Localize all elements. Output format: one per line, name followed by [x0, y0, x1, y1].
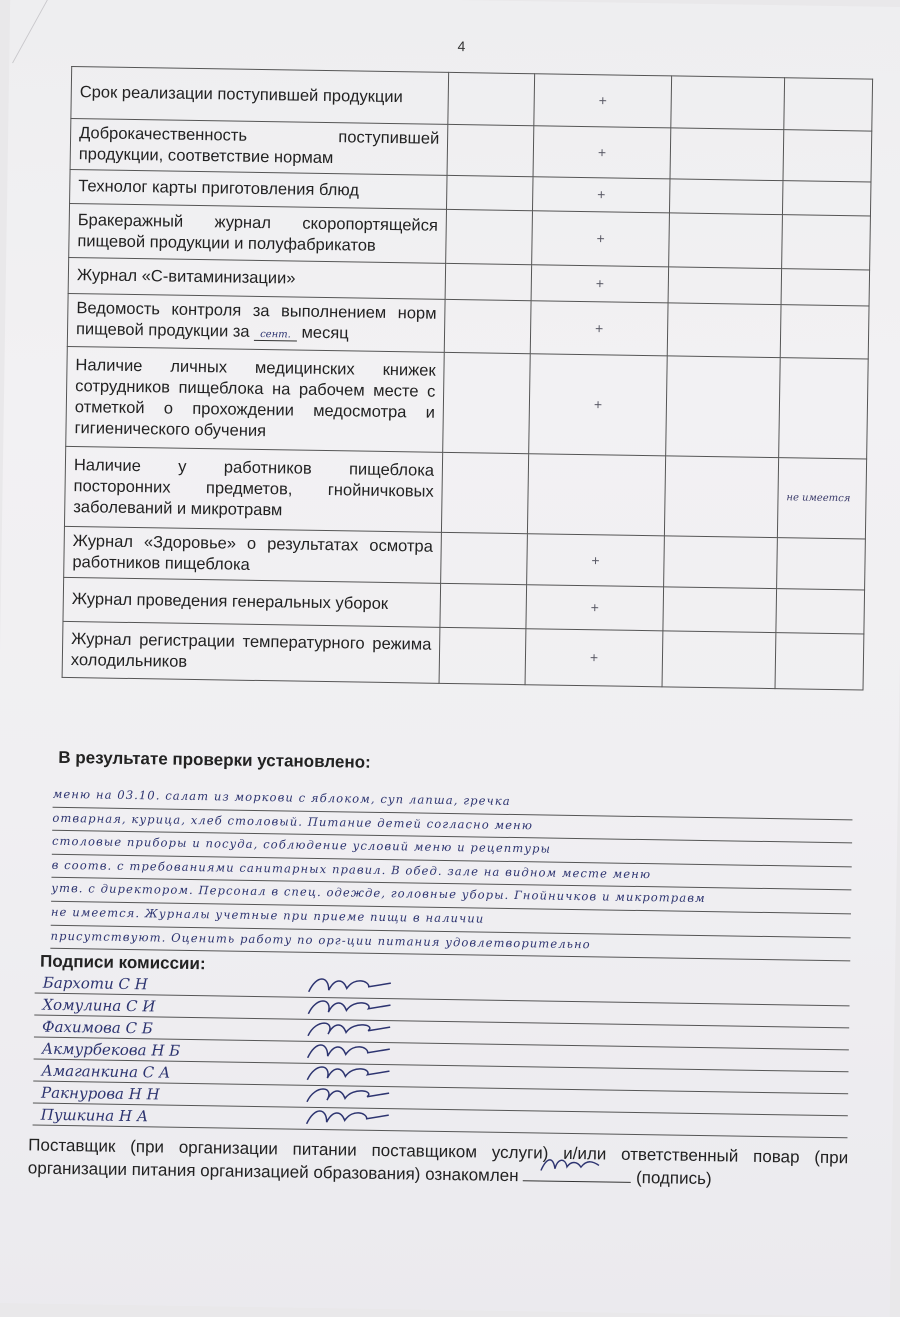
checklist-item-label: Наличие у работников пищеблока посторонних предметов, гнойничковых заболеваний и микротравм [64, 446, 442, 532]
check-mark: + [531, 301, 668, 356]
handwritten-line: утв. с директором. Персонал в спец. одежде, головные уборы. Гнойничков и микротравм [51, 878, 851, 914]
empty-cell [668, 213, 782, 269]
handwritten-note [784, 78, 873, 131]
empty-cell [448, 72, 535, 125]
page-fold [0, 0, 51, 63]
empty-cell [668, 267, 782, 305]
handwritten-note [776, 538, 865, 590]
empty-cell [439, 627, 526, 684]
member-name: Пушкина Н А [40, 1105, 149, 1126]
checklist-item-label: Бракеражный журнал скоропортящейся пищевой продукции и полуфабрикатов [69, 203, 447, 263]
supplier-acknowledgement [28, 1133, 849, 1192]
handwritten-note [779, 358, 869, 459]
signatures-title: Подписи комиссии: [39, 951, 206, 974]
checklist-row [66, 346, 868, 459]
footer-sign-label: (подпись) [635, 1167, 712, 1189]
checklist-item-label: Журнал «С-витаминизации» [68, 257, 446, 299]
checklist-item-label: Технолог карты приготовления блюд [70, 169, 448, 209]
empty-cell [444, 299, 531, 353]
empty-cell [667, 303, 781, 358]
member-name: Бархоти С Н [42, 973, 148, 994]
checklist-item-label: Наличие личных медицинских книжек сотрудников пищеблока на рабочем месте с отметкой о прохождении медосмотра и гигиенического обучения [66, 346, 445, 452]
empty-cell [447, 124, 534, 176]
empty-cell [663, 536, 777, 589]
member-name: Акмурбекова Н Б [41, 1039, 181, 1060]
signature-scribble-icon [303, 1104, 393, 1131]
check-mark: + [527, 534, 664, 587]
findings-handwritten [50, 784, 852, 962]
empty-cell [441, 532, 528, 584]
handwritten-note [782, 181, 871, 216]
empty-cell [665, 356, 780, 458]
signature-lines [33, 972, 850, 1139]
empty-cell [442, 452, 529, 533]
check-mark: + [532, 211, 669, 267]
check-mark: + [529, 354, 667, 456]
member-name: Фахимова С Б [41, 1017, 153, 1038]
handwritten-line: в соотв. с требованиями санитарных правил. В обед. зале на видном месте меню [51, 855, 851, 891]
footer-text: Поставщик (при организации питании поставщиком услуги) и/или ответственный повар (при организации питания организацией образования) ознакомлен [27, 1135, 849, 1186]
check-mark: + [534, 74, 671, 128]
handwritten-line: присутствуют. Оценить работу по орг-ции питания удовлетворительно [50, 925, 850, 961]
checklist-table [62, 66, 874, 691]
empty-cell [664, 456, 778, 538]
empty-cell [443, 352, 531, 453]
handwritten-note [781, 269, 870, 306]
empty-cell [670, 128, 784, 181]
handwritten-line: столовые приборы и посуда, соблюдение условий меню и рецептуры [52, 831, 852, 867]
checklist-item-label: Ведомость контроля за выполнением норм пищевой продукции за сент. месяц [67, 293, 445, 352]
findings-title: В результате проверки установлено: [58, 747, 371, 772]
checklist-item-label: Журнал проведения генеральных уборок [63, 577, 441, 627]
check-mark: + [526, 585, 663, 631]
member-name: Ракнурова Н Н [40, 1083, 160, 1104]
handwritten-note: не имеется [777, 458, 866, 539]
empty-cell [447, 175, 534, 210]
checklist-row [62, 621, 864, 690]
check-mark: + [525, 629, 662, 687]
empty-cell [671, 76, 785, 130]
handwritten-line: меню на 03.10. салат из моркови с яблоком, суп лапша, гречка [53, 784, 853, 820]
empty-cell [662, 631, 776, 689]
handwritten-line: отварная, курица, хлеб столовый. Питание детей согласно меню [52, 807, 852, 843]
check-mark: + [533, 126, 670, 179]
checklist-item-label: Доброкачественность поступившей продукции, соответствие нормам [70, 118, 448, 175]
handwritten-note [780, 305, 869, 359]
handwritten-insert: сент. [254, 329, 297, 342]
check-mark: + [533, 177, 670, 213]
empty-cell [669, 179, 783, 215]
handwritten-note [775, 633, 864, 690]
page-number: 4 [457, 38, 466, 55]
checklist-row [64, 446, 866, 539]
empty-cell [440, 583, 527, 628]
checklist-item-label: Журнал «Здоровье» о результатах осмотра работников пищеблока [64, 526, 442, 583]
checklist-item-label: Срок реализации поступившей продукции [71, 66, 449, 124]
handwritten-note [781, 215, 870, 270]
empty-cell [445, 263, 532, 300]
handwritten-note [783, 130, 872, 182]
check-mark [528, 454, 666, 536]
empty-cell [446, 209, 533, 264]
handwritten-line: не имеется. Журналы учетные при приеме пищи в наличии [51, 902, 851, 938]
supplier-signature-blank [523, 1164, 631, 1183]
handwritten-note [776, 589, 865, 634]
checklist-item-label: Журнал регистрации температурного режима холодильников [62, 621, 440, 683]
member-name: Хомулина С И [42, 995, 156, 1016]
member-name: Амаганкина С А [41, 1061, 171, 1082]
empty-cell [663, 587, 777, 633]
check-mark: + [531, 265, 668, 303]
supplier-signature-icon [537, 1152, 607, 1179]
